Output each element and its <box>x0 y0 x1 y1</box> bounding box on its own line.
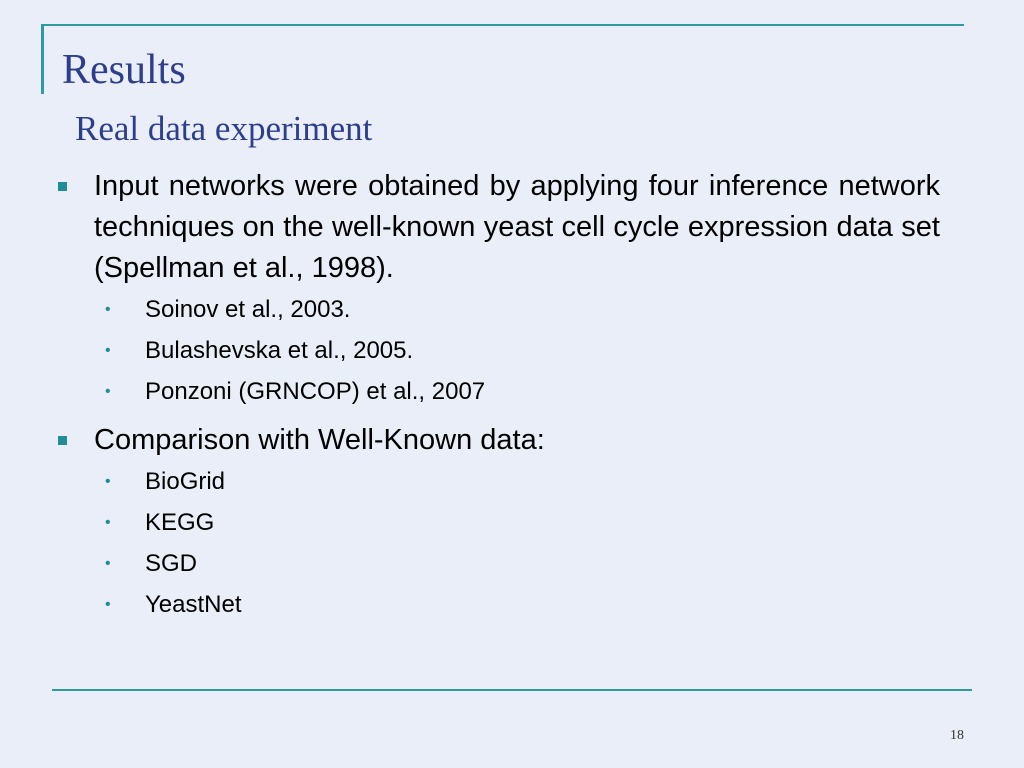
sub-bullet-item <box>56 543 940 584</box>
slide-title: Results <box>62 47 186 93</box>
dot-bullet-icon: • <box>105 383 111 400</box>
top-rule <box>41 24 964 26</box>
sub-bullet-item <box>56 330 940 371</box>
sub-bullet-item <box>56 371 940 412</box>
spacer <box>56 412 940 420</box>
slide-subtitle: Real data experiment <box>75 109 373 148</box>
sub-bullet-text: Bulashevska et al., 2005. <box>145 337 414 364</box>
bullet-text: Input networks were obtained by applying four inference network techniques on the well-known yeast cell cycle expression data set (Spellman et al., 1998). <box>94 170 940 284</box>
dot-bullet-icon: • <box>105 514 111 531</box>
sub-bullet-text: SGD <box>145 550 198 577</box>
square-bullet-icon <box>58 182 67 191</box>
sub-bullet-text: BioGrid <box>145 468 226 495</box>
sub-bullet-text: Ponzoni (GRNCOP) et al., 2007 <box>145 378 486 405</box>
sub-bullet-item <box>56 584 940 625</box>
bottom-rule <box>52 689 972 691</box>
bullet-text: Comparison with Well-Known data: <box>94 424 545 456</box>
dot-bullet-icon: • <box>105 555 111 572</box>
sub-bullet-text: Soinov et al., 2003. <box>145 296 351 323</box>
bullet-list <box>56 166 940 625</box>
bullet-item <box>56 420 940 461</box>
sub-bullet-item <box>56 289 940 330</box>
square-bullet-icon <box>58 436 67 445</box>
page-number: 18 <box>950 728 964 743</box>
dot-bullet-icon: • <box>105 596 111 613</box>
sub-bullet-text: KEGG <box>145 509 215 536</box>
sub-bullet-text: YeastNet <box>145 591 242 618</box>
dot-bullet-icon: • <box>105 473 111 490</box>
dot-bullet-icon: • <box>105 301 111 318</box>
sub-bullet-item <box>56 502 940 543</box>
dot-bullet-icon: • <box>105 342 111 359</box>
sub-bullet-item <box>56 461 940 502</box>
bullet-item <box>56 166 940 289</box>
title-accent-vertical-rule <box>41 24 44 94</box>
